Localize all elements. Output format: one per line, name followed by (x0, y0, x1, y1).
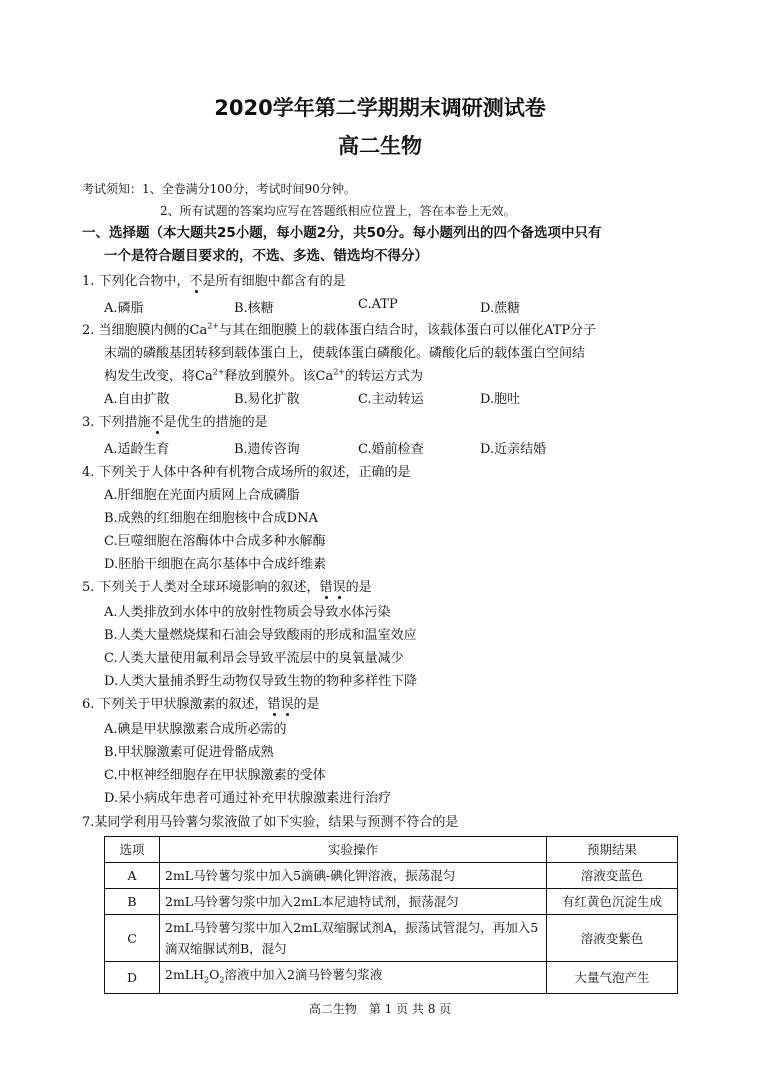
question-4-option-a: A.肝细胞在光面内质网上合成磷脂 (104, 488, 300, 503)
question-3-option-d: D.近亲结婚 (480, 442, 547, 457)
row-result: 溶液变蓝色 (547, 863, 678, 889)
question-4-option-d: D.胚胎干细胞在高尔基体中合成纤维素 (104, 557, 327, 572)
header-operation: 实验操作 (160, 837, 547, 863)
question-6-option-a: A.碘是甲状腺激素合成所必需的 (104, 722, 287, 737)
question-2-option-d: D.胞吐 (480, 392, 521, 407)
page-footer: 高二生物 第 1 页 共 8 页 (308, 1002, 452, 1016)
question-1-option-a: A.磷脂 (104, 301, 144, 316)
row-option: B (105, 889, 160, 915)
header-expected-result: 预期结果 (547, 837, 678, 863)
table-row (105, 889, 678, 915)
question-2-line-3: 构发生改变，将$Ca^{2+}$释放到膜外。该$Ca^{2+}$的转运方式为 (104, 367, 424, 384)
emphasis-char: 不 (189, 274, 203, 289)
exam-subject: 高二生物 (338, 134, 422, 158)
row-option: A (105, 863, 160, 889)
table-header-row (105, 837, 678, 863)
emphasis-char: 误 (332, 580, 346, 595)
emphasis-char: 错 (319, 580, 333, 595)
question-2-option-c: C.主动转运 (358, 392, 424, 407)
row-option: C (105, 915, 160, 962)
row-operation: 2mL马铃薯匀浆中加入2mL双缩脲试剂A，振荡试管混匀，再加入5滴双缩脲试剂B，混匀 (160, 915, 547, 962)
table-row (105, 962, 678, 994)
question-4-option-b: B.成熟的红细胞在细胞核中合成DNA (104, 511, 318, 526)
question-5-stem: 5. 下列关于人类对全球环境影响的叙述，错误的是 (82, 580, 372, 595)
section-heading-line-2: 一个是符合题目要求的，不选、多选、错选均不得分） (104, 248, 428, 264)
emphasis-char: 不 (150, 415, 164, 430)
question-6-stem: 6. 下列关于甲状腺激素的叙述，错误的是 (82, 697, 320, 712)
experiment-table (104, 836, 678, 994)
question-2-line-1: 2. 当细胞膜内侧的$Ca^{2+}$与其在细胞膜上的载体蛋白结合时，该载体蛋白可以催化ATP分子 (82, 321, 597, 338)
question-1-option-c: C.ATP (358, 297, 398, 312)
question-3-option-b: B.遗传咨询 (234, 442, 300, 457)
question-6-option-c: C.中枢神经细胞存在甲状腺激素的受体 (104, 768, 326, 783)
row-result: 有红黄色沉淀生成 (547, 889, 678, 915)
question-5-option-d: D.人类大量捕杀野生动物仅导致生物的物种多样性下降 (104, 674, 418, 689)
notice-line-2: 2、所有试题的答案均应写在答题纸相应位置上，答在本卷上无效。 (160, 204, 516, 218)
question-6-option-d: D.呆小病成年患者可通过补充甲状腺激素进行治疗 (104, 791, 392, 806)
notice-line-1: 考试须知：1、全卷满分100分，考试时间90分钟。 (82, 182, 356, 196)
header-option: 选项 (105, 837, 160, 863)
question-1-option-d: D.蔗糖 (480, 301, 521, 316)
row-operation: $2mLH_2O_2$溶液中加入2滴马铃薯匀浆液 (160, 962, 547, 994)
exam-title: 2020学年第二学期期末调研测试卷 (214, 96, 546, 120)
row-operation: 2mL马铃薯匀浆中加入5滴碘-碘化钾溶液，振荡混匀 (160, 863, 547, 889)
row-result: 溶液变紫色 (547, 915, 678, 962)
question-3-option-a: A.适龄生育 (104, 442, 170, 457)
question-2-option-a: A.自由扩散 (104, 392, 170, 407)
question-6-option-b: B.甲状腺激素可促进骨骼成熟 (104, 745, 274, 760)
table-row (105, 863, 678, 889)
question-3-stem: 3. 下列措施不是优生的措施的是 (82, 415, 268, 430)
question-5-option-c: C.人类大量使用氟利昂会导致平流层中的臭氧量减少 (104, 651, 404, 666)
question-4-stem: 4. 下列关于人体中各种有机物合成场所的叙述，正确的是 (82, 465, 411, 480)
question-2-option-b: B.易化扩散 (234, 392, 300, 407)
emphasis-char: 误 (280, 697, 294, 712)
question-4-option-c: C.巨噬细胞在溶酶体中合成多种水解酶 (104, 534, 326, 549)
question-5-option-b: B.人类大量燃烧煤和石油会导致酸雨的形成和温室效应 (104, 628, 417, 643)
question-2-line-2: 末端的磷酸基团转移到载体蛋白上，使载体蛋白磷酸化。磷酸化后的载体蛋白空间结 (104, 346, 586, 361)
question-3-option-c: C.婚前检查 (358, 442, 424, 457)
question-7-stem: 7.某同学利用马铃薯匀浆液做了如下实验，结果与预测不符合的是 (82, 815, 459, 830)
row-option: D (105, 962, 160, 994)
question-1-option-b: B.核糖 (234, 301, 274, 316)
table-row (105, 915, 678, 962)
question-1-stem: 1. 下列化合物中，不是所有细胞中都含有的是 (82, 274, 346, 289)
row-result: 大量气泡产生 (547, 962, 678, 994)
emphasis-char: 错 (267, 697, 281, 712)
row-operation: 2mL马铃薯匀浆中加入2mL本尼迪特试剂，振荡混匀 (160, 889, 547, 915)
section-heading-line-1: 一、选择题（本大题共25小题，每小题2分，共50分。每小题列出的四个备选项中只有 (82, 225, 602, 241)
question-5-option-a: A.人类排放到水体中的放射性物质会导致水体污染 (104, 605, 391, 620)
